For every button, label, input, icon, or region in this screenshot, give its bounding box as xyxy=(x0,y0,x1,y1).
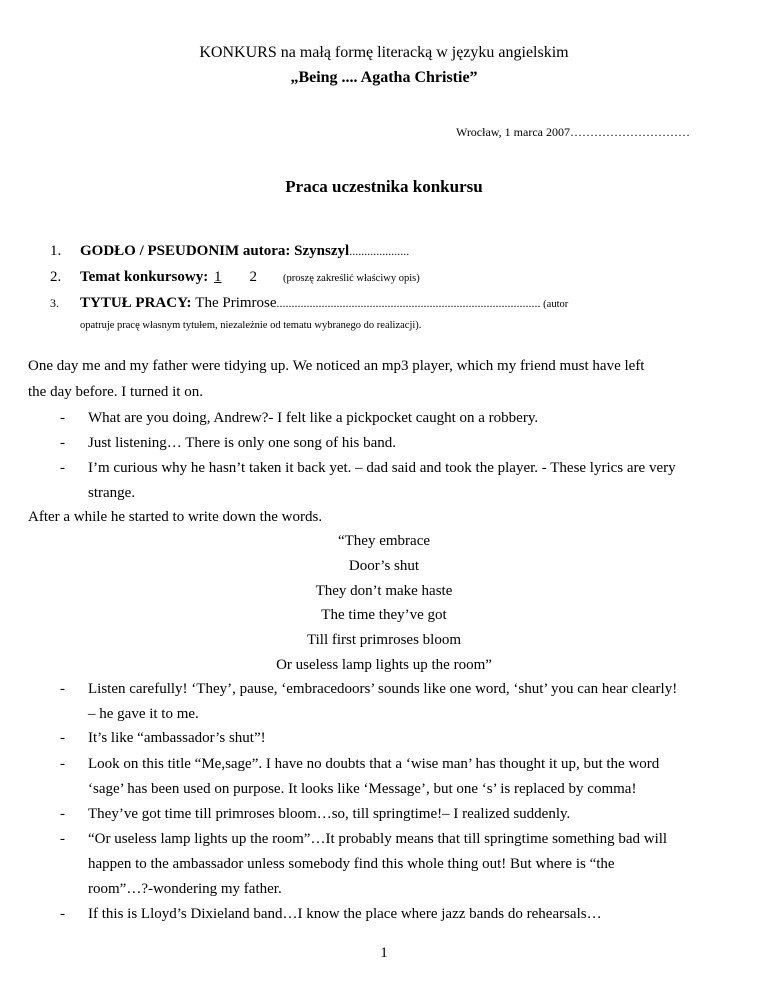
form-item-title xyxy=(50,294,569,313)
lyrics-line: Or useless lamp lights up the room” xyxy=(276,657,492,673)
work-title-note-continued: opatruje pracę własnym tytułem, niezależnie od tematu wybranego do realizacji). xyxy=(80,320,422,331)
dialog-text: What are you doing, Andrew?- I felt like a pickpocket caught on a robbery. xyxy=(88,410,539,426)
dialog-text: Look on this title “Me,sage”. I have no doubts that a ‘wise man’ has thought it up, but the word xyxy=(88,756,660,772)
dialog-text: It’s like “ambassador’s shut”! xyxy=(88,730,266,746)
dialog-text-continued: happen to the ambassador unless somebody find this whole thing out! But where is “the xyxy=(88,856,615,872)
topic-option-1: 1 xyxy=(213,269,222,285)
dialog-text-continued: – he gave it to me. xyxy=(88,706,199,722)
place-date-line: Wrocław, 1 marca 2007………………………… xyxy=(455,125,690,139)
form-item-pseudonym xyxy=(50,242,410,261)
lyrics-line: They don’t make haste xyxy=(315,583,453,599)
story-paragraph: the day before. I turned it on. xyxy=(28,384,203,400)
dialog-text-continued: room”…?-wondering my father. xyxy=(88,881,282,897)
lyrics-line: Door’s shut xyxy=(348,558,420,574)
work-title-note: (autor xyxy=(540,299,569,310)
dash-bullet: - xyxy=(60,831,65,847)
lyrics-line: Till first primroses bloom xyxy=(306,632,462,648)
dialog-text: Just listening… There is only one song of his band. xyxy=(88,435,397,451)
item-number: 2. xyxy=(50,269,62,285)
contest-title: KONKURS na małą formę literacką w języku angielskim xyxy=(199,44,569,61)
lyrics-line: The time they’ve got xyxy=(321,607,447,623)
dialog-text: They’ve got time till primroses bloom…so, till springtime!– I realized suddenly. xyxy=(88,806,571,822)
item-number: 1. xyxy=(50,243,62,259)
dash-bullet: - xyxy=(60,730,65,746)
lyrics-line: “They embrace xyxy=(337,533,431,549)
dialog-text: I’m curious why he hasn’t taken it back yet. – dad said and took the player. - These lyrics are very xyxy=(88,460,676,476)
work-title-dots: ........................................................................................ xyxy=(276,296,541,310)
dash-bullet: - xyxy=(60,410,65,426)
topic-note: (proszę zakreślić właściwy opis) xyxy=(282,273,420,284)
dash-bullet: - xyxy=(60,906,65,922)
section-title: Praca uczestnika konkursu xyxy=(285,177,483,196)
dash-bullet: - xyxy=(60,806,65,822)
dash-bullet: - xyxy=(60,681,65,697)
dialog-text-continued: ‘sage’ has been used on purpose. It looks like ‘Message’, but one ‘s’ is replaced by comma! xyxy=(88,781,637,797)
pseudonym-value: Szynszyl xyxy=(294,243,350,259)
story-paragraph: One day me and my father were tidying up. We noticed an mp3 player, which my friend must have left xyxy=(28,358,645,374)
dialog-text: “Or useless lamp lights up the room”…It probably means that till springtime something bad will xyxy=(88,831,668,847)
dialog-text: If this is Lloyd’s Dixieland band…I know the place where jazz bands do rehearsals… xyxy=(88,906,602,922)
dash-bullet: - xyxy=(60,460,65,476)
contest-subtitle: „Being .... Agatha Christie” xyxy=(290,69,478,86)
item-number: 3. xyxy=(50,296,59,310)
page-number: 1 xyxy=(380,945,388,961)
topic-label: Temat konkursowy: xyxy=(80,269,212,285)
dialog-text: Listen carefully! ‘They’, pause, ‘embracedoors’ sounds like one word, ‘shut’ you can hear clearly! xyxy=(88,681,678,697)
story-paragraph: After a while he started to write down the words. xyxy=(28,509,323,525)
topic-option-2: 2 xyxy=(249,269,257,285)
work-title-value: The Primrose xyxy=(195,295,277,311)
pseudonym-label: GODŁO / PSEUDONIM autora: xyxy=(80,243,295,259)
dialog-text-continued: strange. xyxy=(88,485,136,501)
pseudonym-dots: .................... xyxy=(349,244,410,258)
form-item-topic xyxy=(50,268,420,287)
dash-bullet: - xyxy=(60,756,65,772)
work-title-label: TYTUŁ PRACY: xyxy=(80,295,196,311)
dash-bullet: - xyxy=(60,435,65,451)
